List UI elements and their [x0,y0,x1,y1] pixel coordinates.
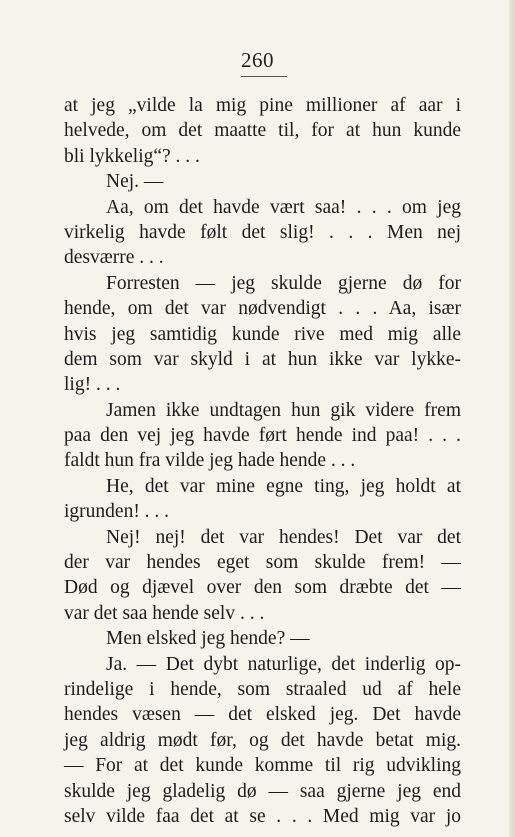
text-line: Nej! nej! det var hendes! Det var det [106,526,461,548]
text-line: Men elsked jeg hende? — [106,628,310,650]
text-line: lig! . . . [64,374,121,396]
text-line: desværre . . . [64,247,164,269]
text-line: hende, om det var nødvendigt . . . Aa, især [64,298,461,320]
text-line: rindelige i hende, som straaled ud af hele [64,678,461,700]
text-line: helvede, om det maatte til, for at hun kunde [64,120,461,142]
text-line: — For at det kunde komme til rig udvikling [64,755,461,777]
text-line: Aa, om det havde vært saa! . . . om jeg [106,196,461,218]
text-line: var det saa hende selv . . . [64,602,265,624]
header-rule [241,76,287,77]
text-line: skulde jeg gladelig dø — saa gjerne jeg end [64,780,461,802]
text-line: hendes væsen — det elsked jeg. Det havde [64,704,461,726]
text-line: faldt hun fra vilde jeg hade hende . . . [64,450,356,472]
text-line: Jamen ikke undtagen hun gik videre frem [106,399,461,421]
text-line: Ja. — Det dybt naturlige, det inderlig op- [106,653,461,675]
text-line: dem som var skyld i at hun ikke var lykke- [64,348,461,370]
text-line: He, det var mine egne ting, jeg holdt at [106,475,461,497]
text-line: at jeg „vilde la mig pine millioner af aar i [64,95,461,116]
text-line: virkelig havde følt det slig! . . . Men nej [64,221,461,243]
text-line: Forresten — jeg skulde gjerne dø for [106,272,461,294]
page-number: 260 [241,48,274,72]
text-line: jeg aldrig mødt før, og det havde betat mig. [64,729,461,751]
text-line: Død og djævel over den som dræbte det — [64,577,461,599]
text-line: Nej. — [106,171,164,193]
text-line: paa den vej jeg havde ført hende ind paa! . . . [64,425,461,447]
body-text [64,93,461,829]
text-line: igrunden! . . . [64,501,170,523]
text-line: hvis jeg samtidig kunde rive med mig alle [64,323,461,345]
text-line: selv vilde faa det at se . . . Med mig var jo [64,805,461,827]
text-line: der var hendes eget som skulde frem! — [64,552,461,574]
text-line: bli lykkelig“? . . . [64,145,200,167]
page-edge [509,0,515,837]
